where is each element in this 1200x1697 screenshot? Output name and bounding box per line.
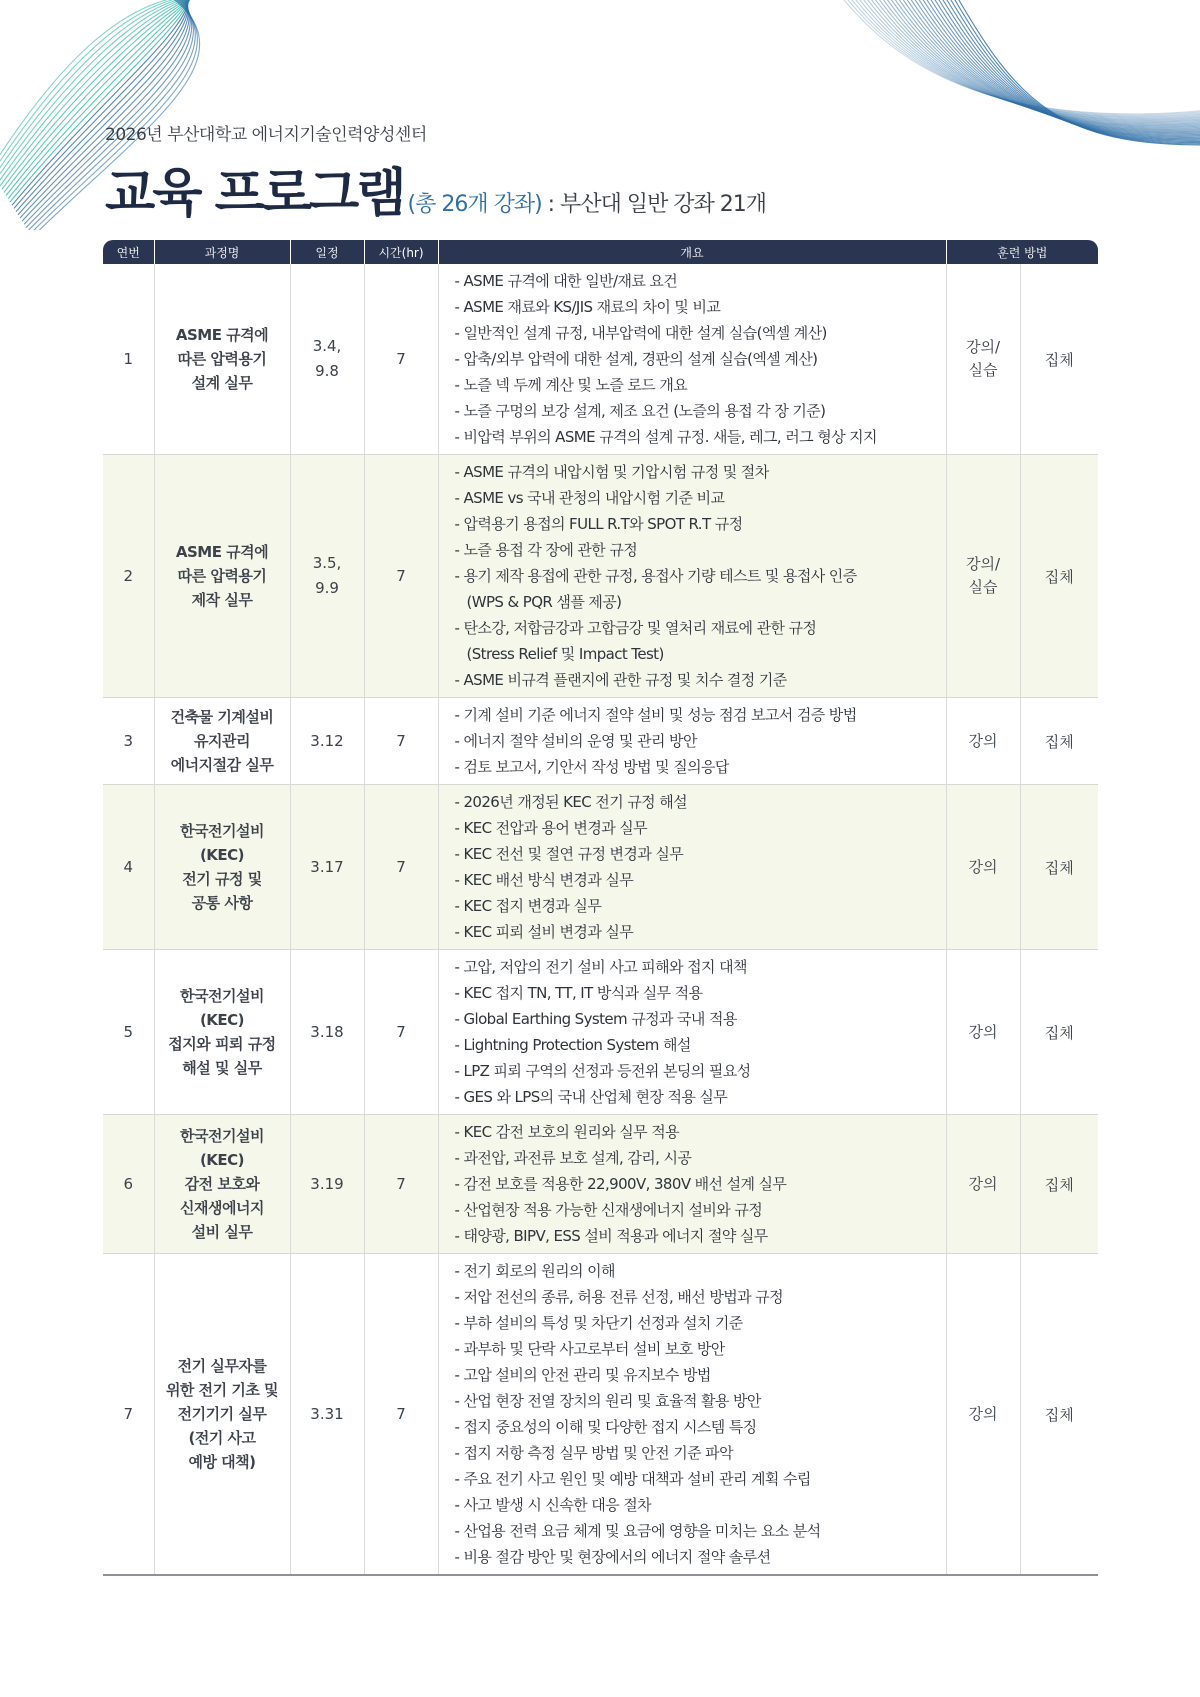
overview-item: - 노즐 용접 각 장에 관한 규정	[454, 541, 638, 559]
overview-item: - LPZ 피뢰 구역의 선정과 등전위 본딩의 필요성	[454, 1062, 751, 1080]
training-method	[946, 264, 1020, 455]
course-count-note: (총 26개 강좌)	[407, 192, 542, 217]
col-header-no: 연번	[103, 240, 154, 264]
table-row	[103, 1115, 1098, 1254]
table-body	[103, 264, 1098, 1575]
overview-item: - 산업현장 적용 가능한 신재생에너지 설비와 규정	[454, 1201, 763, 1219]
overview-item: - 저압 전선의 종류, 허용 전류 선정, 배선 방법과 규정	[454, 1288, 783, 1306]
overview-item: - 압축/외부 압력에 대한 설계, 경판의 설계 실습(엑셀 계산)	[454, 350, 818, 368]
overview-item: - 비압력 부위의 ASME 규격의 설계 규정. 새들, 레그, 러그 형상 지지	[454, 428, 877, 446]
training-type: 집체	[1020, 264, 1098, 455]
course-name-line: 전기 실무자를	[177, 1357, 267, 1375]
training-method-line: 강의/	[965, 555, 1001, 573]
training-type: 집체	[1020, 1254, 1098, 1576]
schedule-cell	[290, 264, 364, 455]
course-name-line: 접지와 피뢰 규정	[168, 1035, 276, 1053]
overview-item: - ASME 비규격 플랜지에 관한 규정 및 치수 결정 기준	[454, 671, 787, 689]
course-name-line: ASME 규격에	[175, 326, 269, 344]
table-row	[103, 785, 1098, 950]
training-method-line: 강의	[968, 1404, 998, 1423]
hours-cell: 7	[364, 264, 438, 455]
course-name	[154, 264, 290, 455]
course-name-line: 유지관리	[194, 732, 250, 750]
training-method	[946, 950, 1020, 1115]
course-name-line: 전기 규정 및	[182, 870, 262, 888]
course-name-line: 건축물 기계설비	[170, 708, 274, 726]
overview-item: - 노즐 구멍의 보강 설계, 제조 요건 (노즐의 용접 각 장 기준)	[454, 402, 826, 420]
overview-item: - KEC 접지 TN, TT, IT 방식과 실무 적용	[454, 984, 703, 1002]
overview-item: - 전기 회로의 원리의 이해	[454, 1262, 615, 1280]
training-method	[946, 698, 1020, 785]
course-name	[154, 698, 290, 785]
hours-cell: 7	[364, 1254, 438, 1576]
title-line	[105, 151, 766, 226]
course-name-line: 따른 압력용기	[177, 567, 267, 585]
table-header-row	[103, 240, 1098, 264]
schedule-line: 3.19	[310, 1174, 344, 1193]
col-header-hours: 시간(hr)	[364, 240, 438, 264]
overview-item: - 용기 제작 용접에 관한 규정, 용접사 기량 테스트 및 용접사 인증	[454, 567, 857, 585]
training-method-line: 강의	[968, 731, 998, 750]
schedule-line: 3.18	[310, 1022, 344, 1041]
training-method	[946, 1254, 1020, 1576]
course-name-line: 설계 실무	[191, 374, 253, 392]
schedule-line: 3.5,	[312, 554, 342, 572]
overview-item: - KEC 감전 보호의 원리와 실무 적용	[454, 1123, 679, 1141]
overview-item: - 산업용 전력 요금 체계 및 요금에 영향을 미치는 요소 분석	[454, 1522, 821, 1540]
training-type: 집체	[1020, 455, 1098, 698]
overview-item: - ASME 규격의 내압시험 및 기압시험 규정 및 절차	[454, 463, 769, 481]
course-name-line: 한국전기설비	[180, 987, 264, 1005]
schedule-line: 9.9	[315, 579, 339, 597]
col-header-schedule: 일정	[290, 240, 364, 264]
row-number: 6	[103, 1115, 154, 1254]
overview-item: - ASME vs 국내 관청의 내압시험 기준 비교	[454, 489, 725, 507]
schedule-line: 9.8	[315, 362, 339, 380]
overview-cell	[438, 785, 946, 950]
hours-cell: 7	[364, 698, 438, 785]
training-method	[946, 455, 1020, 698]
overview-item: - 산업 현장 전열 장치의 원리 및 효율적 활용 방안	[454, 1392, 761, 1410]
overview-item: - 감전 보호를 적용한 22,900V, 380V 배선 설계 실무	[454, 1175, 787, 1193]
overview-cell	[438, 455, 946, 698]
overview-item: - 검토 보고서, 기안서 작성 방법 및 질의응답	[454, 758, 729, 776]
col-header-overview: 개요	[438, 240, 946, 264]
course-name	[154, 950, 290, 1115]
training-type: 집체	[1020, 950, 1098, 1115]
overview-item: - GES 와 LPS의 국내 산업체 현장 적용 실무	[454, 1088, 728, 1106]
overview-item: - ASME 규격에 대한 일반/재료 요건	[454, 272, 678, 290]
row-number: 1	[103, 264, 154, 455]
hours-cell: 7	[364, 455, 438, 698]
overview-item: (Stress Relief 및 Impact Test)	[466, 645, 664, 663]
overview-item: - KEC 배선 방식 변경과 실무	[454, 871, 634, 889]
overview-cell	[438, 1115, 946, 1254]
overview-item: - Lightning Protection System 해설	[454, 1036, 691, 1054]
overview-item: - KEC 피뢰 설비 변경과 실무	[454, 923, 634, 941]
overview-item: - 사고 발생 시 신속한 대응 절차	[454, 1496, 652, 1514]
overview-item: - 과부하 및 단락 사고로부터 설비 보호 방안	[454, 1340, 725, 1358]
course-name-line: (전기 사고	[188, 1429, 256, 1447]
row-number: 5	[103, 950, 154, 1115]
col-header-course: 과정명	[154, 240, 290, 264]
overview-item: - 부하 설비의 특성 및 차단기 선정과 설치 기준	[454, 1314, 743, 1332]
overview-item: - 접지 중요성의 이해 및 다양한 접지 시스템 특징	[454, 1418, 757, 1436]
course-name-line: 따른 압력용기	[177, 350, 267, 368]
program-table	[103, 240, 1098, 1576]
training-type: 집체	[1020, 1115, 1098, 1254]
schedule-cell	[290, 785, 364, 950]
overview-item: - 일반적인 설계 규정, 내부압력에 대한 설계 실습(엑셀 계산)	[454, 324, 827, 342]
course-name	[154, 1254, 290, 1576]
table-row	[103, 264, 1098, 455]
overview-item: - KEC 전압과 용어 변경과 실무	[454, 819, 648, 837]
overview-item: - 탄소강, 저합금강과 고합금강 및 열처리 재료에 관한 규정	[454, 619, 817, 637]
table-row	[103, 950, 1098, 1115]
course-name-line: 설비 실무	[191, 1223, 253, 1241]
overview-item: - 2026년 개정된 KEC 전기 규정 해설	[454, 793, 687, 811]
training-method-line: 실습	[968, 578, 998, 596]
schedule-cell	[290, 455, 364, 698]
course-name-line: ASME 규격에	[175, 543, 269, 561]
course-name	[154, 455, 290, 698]
course-name-line: 한국전기설비	[180, 1127, 264, 1145]
course-name-line: 감전 보호와	[184, 1175, 260, 1193]
schedule-cell	[290, 1254, 364, 1576]
overview-item: - KEC 전선 및 절연 규정 변경과 실무	[454, 845, 684, 863]
overview-item: - 노즐 넥 두께 계산 및 노즐 로드 개요	[454, 376, 688, 394]
overview-item: - 기계 설비 기준 에너지 절약 설비 및 성능 점검 보고서 검증 방법	[454, 706, 857, 724]
page-heading	[105, 120, 766, 226]
overview-item: - 과전압, 과전류 보호 설계, 감리, 시공	[454, 1149, 692, 1167]
training-method-line: 강의/	[965, 338, 1001, 356]
training-type: 집체	[1020, 785, 1098, 950]
course-name-line: 위한 전기 기초 및	[165, 1381, 279, 1399]
course-name	[154, 1115, 290, 1254]
overview-item: - 주요 전기 사고 원인 및 예방 대책과 설비 관리 계획 수립	[454, 1470, 811, 1488]
course-name-line: 제작 실무	[191, 591, 253, 609]
schedule-line: 3.31	[310, 1404, 344, 1423]
overview-item: - 접지 저항 측정 실무 방법 및 안전 기준 파악	[454, 1444, 733, 1462]
overview-item: - 에너지 절약 설비의 운영 및 관리 방안	[454, 732, 697, 750]
course-name-line: 한국전기설비	[180, 822, 264, 840]
course-name-line: 전기기기 실무	[177, 1405, 267, 1423]
overview-item: - 비용 절감 방안 및 현장에서의 에너지 절약 솔루션	[454, 1548, 771, 1566]
course-name-line: 해설 및 실무	[182, 1059, 262, 1077]
table-row	[103, 1254, 1098, 1576]
course-name	[154, 785, 290, 950]
row-number: 3	[103, 698, 154, 785]
page-subtitle: : 부산대 일반 강좌 21개	[547, 192, 767, 217]
overview-item: - 고압 설비의 안전 관리 및 유지보수 방법	[454, 1366, 711, 1384]
row-number: 2	[103, 455, 154, 698]
overview-cell	[438, 698, 946, 785]
course-name-line: 신재생에너지	[180, 1199, 264, 1217]
overview-cell	[438, 264, 946, 455]
schedule-cell	[290, 950, 364, 1115]
row-number: 7	[103, 1254, 154, 1576]
course-name-line: 예방 대책)	[188, 1453, 256, 1471]
course-name-line: 에너지절감 실무	[170, 756, 274, 774]
overview-item: - 태양광, BIPV, ESS 설비 적용과 에너지 절약 실무	[454, 1227, 768, 1245]
overview-item: - Global Earthing System 규정과 국내 적용	[454, 1010, 737, 1028]
hours-cell: 7	[364, 1115, 438, 1254]
overview-cell	[438, 1254, 946, 1576]
training-method-line: 강의	[968, 1174, 998, 1193]
schedule-line: 3.4,	[312, 337, 342, 355]
course-name-line: (KEC)	[199, 1011, 245, 1029]
training-method	[946, 785, 1020, 950]
training-type: 집체	[1020, 698, 1098, 785]
course-name-line: (KEC)	[199, 1151, 245, 1169]
overview-item: - ASME 재료와 KS/JIS 재료의 차이 및 비교	[454, 298, 721, 316]
training-method-line: 강의	[968, 1022, 998, 1041]
overview-item: - 고압, 저압의 전기 설비 사고 피해와 접지 대책	[454, 958, 747, 976]
table-row	[103, 698, 1098, 785]
page-title: 교육 프로그램	[105, 164, 404, 224]
overview-cell	[438, 950, 946, 1115]
hours-cell: 7	[364, 785, 438, 950]
overview-item: (WPS & PQR 샘플 제공)	[466, 593, 622, 611]
col-header-method: 훈련 방법	[946, 240, 1098, 264]
schedule-line: 3.17	[310, 857, 344, 876]
course-name-line: (KEC)	[199, 846, 245, 864]
training-method	[946, 1115, 1020, 1254]
table-row	[103, 455, 1098, 698]
training-method-line: 실습	[968, 361, 998, 379]
schedule-line: 3.12	[310, 731, 344, 750]
schedule-cell	[290, 698, 364, 785]
schedule-cell	[290, 1115, 364, 1254]
center-name: 2026년 부산대학교 에너지기술인력양성센터	[105, 125, 427, 145]
overview-item: - 압력용기 용접의 FULL R.T와 SPOT R.T 규정	[454, 515, 743, 533]
row-number: 4	[103, 785, 154, 950]
course-name-line: 공통 사항	[191, 894, 253, 912]
hours-cell: 7	[364, 950, 438, 1115]
training-method-line: 강의	[968, 857, 998, 876]
overview-item: - KEC 접지 변경과 실무	[454, 897, 602, 915]
